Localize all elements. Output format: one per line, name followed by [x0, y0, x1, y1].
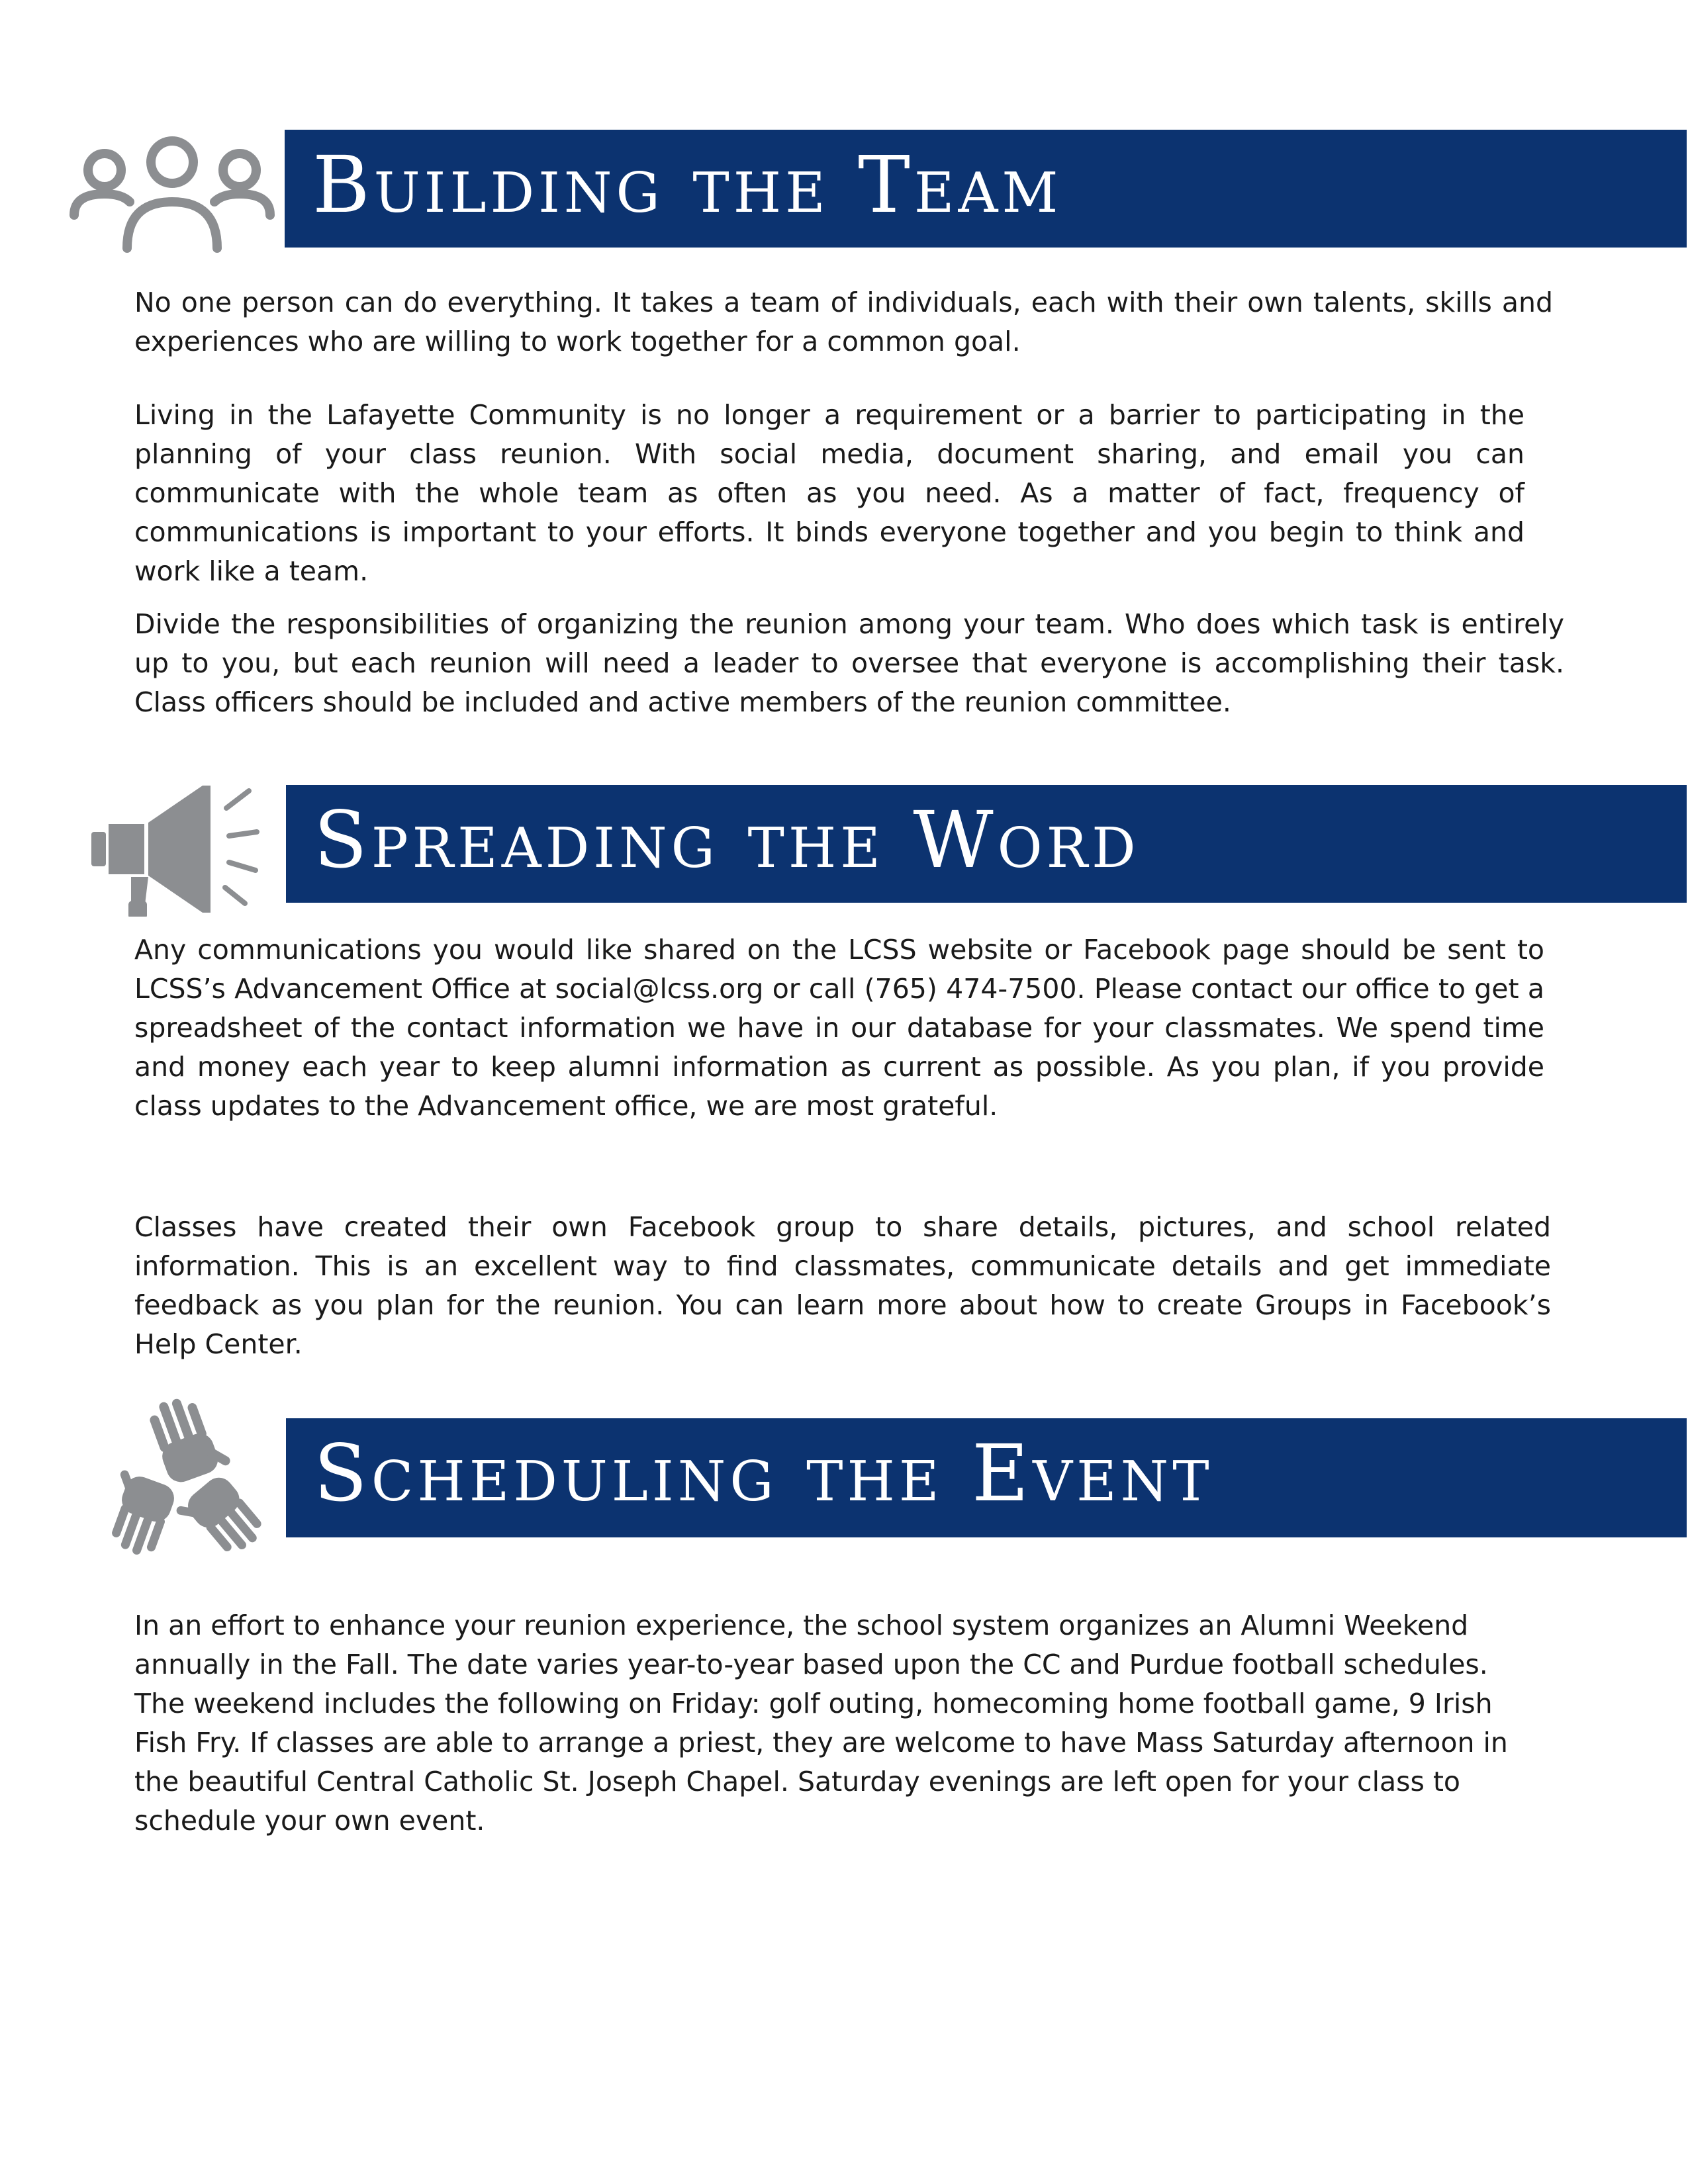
paragraph: Classes have created their own Facebook group to share details, pictures, and school related information. This is an excellent way to find classmates, communicate details and get immediate feedback as you plan for the reunion. You can learn more about how to create Groups in Facebook’s Help Center. — [134, 1211, 1551, 1360]
section-title: Scheduling the Event — [314, 1428, 1213, 1519]
paragraph: Divide the responsibilities of organizing the reunion among your team. Who does which task is entirely up to you, but each reunion will need a leader to oversee that everyone is accomplishing their task. Class officers should be included and active members of the reunion committee. — [134, 608, 1564, 718]
section-title-banner — [285, 130, 1687, 248]
megaphone-icon — [79, 771, 265, 917]
section-title: Spreading the Word — [314, 794, 1140, 886]
paragraph: Any communications you would like shared on the LCSS website or Facebook page should be sent to LCSS’s Advancement Office at social@lcss.org or call (765) 474-7500. Please contact our office to get a spreadsheet of the contact information we have in our database for your classmates. We spend time and money each year to keep alumni information as current as possible. As you plan, if you provide class updates to the Advancement office, we are most grateful. — [134, 934, 1544, 1122]
team-people-icon — [66, 129, 278, 261]
section-title-banner — [286, 1418, 1687, 1537]
paragraph: No one person can do everything. It takes a team of individuals, each with their own talents, skills and experiences who are willing to work together for a common goal. — [134, 287, 1553, 357]
paragraph: Living in the Lafayette Community is no longer a requirement or a barrier to participating in the planning of your class reunion. With social media, document sharing, and email you can communicate with the whole team as often as you need. As a matter of fact, frequency of communications is important to your efforts. It binds everyone together and you begin to think and work like a team. — [134, 399, 1524, 587]
paragraph: In an effort to enhance your reunion experience, the school system organizes an Alumni Weekend annually in the Fall. The date varies year-to-year based upon the CC and Purdue football schedules. The weekend includes the following on Friday: golf outing, homecoming home football game, 9 Irish Fish Fry. If classes are able to arrange a priest, they are welcome to have Mass Saturday afternoon in the beautiful Central Catholic St. Joseph Chapel. Saturday evenings are left open for your class to schedule your own event. — [134, 1610, 1508, 1837]
three-hands-icon — [103, 1393, 268, 1559]
section-title-banner — [286, 785, 1687, 903]
section-title: Building the Team — [312, 139, 1062, 230]
